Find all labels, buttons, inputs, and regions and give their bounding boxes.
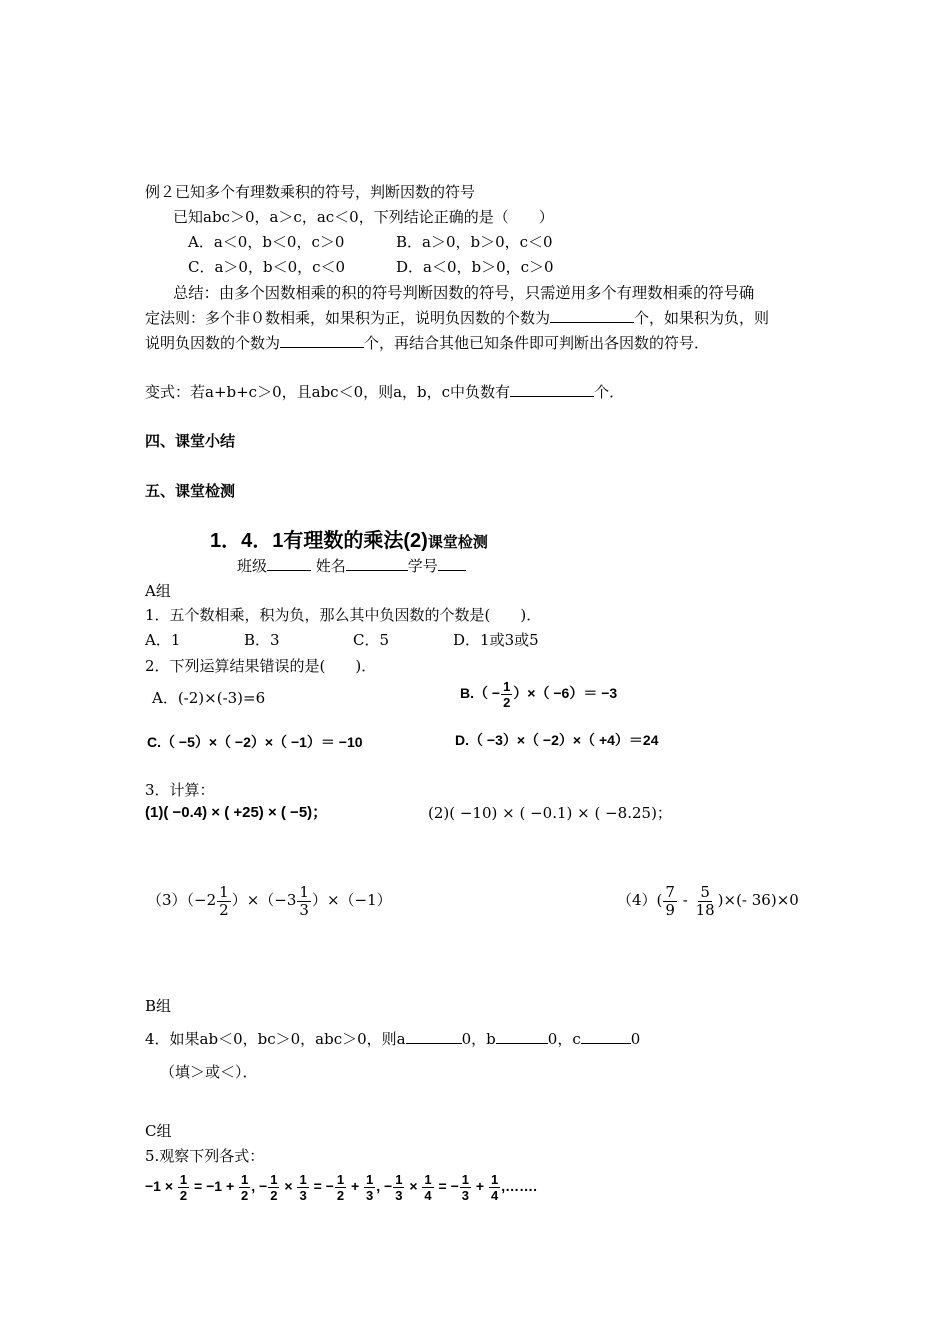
group-b-label: B组: [145, 997, 172, 1015]
denominator: 4: [491, 1187, 499, 1203]
fraction: [364, 1173, 375, 1202]
numerator: 7: [665, 882, 675, 901]
answer-blank[interactable]: [550, 308, 634, 323]
fraction: [501, 680, 512, 709]
numerator: 1: [503, 679, 511, 694]
denominator: 3: [299, 1187, 307, 1203]
question-2-option-d: D.（ −3）×（ −2）×（ +4）＝24: [455, 732, 659, 748]
example-2-option-d: D．a＜0，b＞0，c＞0: [396, 258, 554, 276]
student-id-field[interactable]: [438, 556, 466, 571]
fraction: [489, 1173, 500, 1202]
variant-text-a: 变式：若a+b+c＞0，且abc＜0，则a，b，c中负数有: [145, 383, 511, 401]
q2b-prefix: B.（ −: [460, 685, 501, 702]
denominator: 2: [503, 695, 511, 710]
expr-part: +: [350, 1178, 360, 1194]
example-2-option-c: C．a＞0，b＜0，c＜0: [188, 258, 346, 276]
q3p3-suffix: ）×（−1）: [311, 891, 392, 909]
variant-question: [145, 382, 624, 402]
numerator: 1: [395, 1171, 403, 1187]
answer-blank[interactable]: [406, 1029, 462, 1044]
answer-blank[interactable]: [510, 382, 594, 397]
numerator: 1: [461, 1171, 470, 1187]
q3p4-prefix: （4）(: [617, 891, 663, 909]
summary-line-2-text-b: 个，如果积为负，则: [634, 309, 770, 327]
name-field[interactable]: [346, 556, 408, 571]
question-5-stem: 5.观察下列各式：: [145, 1147, 265, 1165]
section-4-heading: 四、课堂小结: [145, 432, 236, 450]
fraction: [297, 882, 311, 919]
numerator: 5: [700, 882, 710, 901]
fraction: [393, 1173, 404, 1202]
denominator: 3: [395, 1187, 403, 1203]
answer-blank[interactable]: [581, 1029, 631, 1044]
q4-text-c: 0，c: [547, 1030, 581, 1048]
answer-blank[interactable]: [280, 333, 364, 348]
group-a-label: A组: [145, 582, 171, 600]
numerator: 1: [336, 1171, 345, 1187]
q3p3-middle: ）×（−3: [231, 891, 297, 909]
id-label: 学号: [407, 557, 438, 575]
section-5-heading: 五、课堂检测: [145, 482, 236, 500]
summary-line-3: [145, 333, 709, 353]
question-1-option-d: D．1或3或5: [453, 631, 539, 649]
summary-line-1: 总结：由多个因数相乘的积的符号判断因数的符号，只需逆用多个有理数相乘的符号确: [173, 284, 755, 302]
q3p4-minus: -: [677, 891, 693, 909]
numerator: 1: [424, 1171, 432, 1187]
numerator: 1: [179, 1171, 188, 1187]
denominator: 3: [366, 1187, 374, 1203]
q4-text-d: 0: [630, 1030, 641, 1048]
expr-part: , −: [251, 1178, 268, 1194]
question-4: [145, 1029, 640, 1049]
question-2-stem: 2．下列运算结果错误的是( )．: [145, 657, 377, 675]
fraction: [663, 882, 677, 919]
class-field[interactable]: [267, 556, 311, 571]
expr-part: ×: [409, 1178, 418, 1194]
summary-line-2-text-a: 定法则：多个非０数相乘，如果积为正，说明负因数的个数为: [145, 309, 551, 327]
q2b-suffix: ）×（ −6）＝ −3: [513, 685, 618, 702]
expr-part: +: [475, 1178, 485, 1194]
denominator: 3: [299, 900, 309, 919]
fraction: [422, 1173, 433, 1202]
numerator: 1: [219, 882, 229, 901]
fraction: [694, 882, 717, 919]
q3p3-prefix: （3）（−2: [147, 891, 217, 909]
expr-part: = −: [313, 1178, 334, 1194]
denominator: 2: [179, 1187, 188, 1203]
test-title-main: 1．4．1有理数的乘法(2): [210, 530, 428, 552]
question-5-expression: [145, 1166, 537, 1206]
q3p4-suffix: )×(- 36)×0: [717, 891, 799, 909]
fraction: [178, 1173, 189, 1202]
expr-part: −1 ×: [145, 1178, 174, 1194]
question-3-stem: 3．计算：: [145, 781, 215, 799]
q4-text-b: 0，b: [461, 1030, 496, 1048]
numerator: 1: [299, 1171, 307, 1187]
question-4-note: （填＞或＜）．: [160, 1063, 258, 1081]
fraction: [460, 1173, 471, 1202]
numerator: 1: [366, 1171, 374, 1187]
numerator: 1: [241, 1171, 249, 1187]
example-2-question: 已知abc＞0，a＞c，ac＜0，下列结论正确的是（ ）: [173, 208, 554, 226]
question-3-part-3: [147, 878, 392, 922]
summary-line-3-text-a: 说明负因数的个数为: [145, 334, 281, 352]
q4-text-a: 4．如果ab＜0，bc＞0，abc＞0，则a: [145, 1030, 406, 1048]
question-2-option-a: A．(-2)×(-3)=6: [152, 689, 266, 707]
summary-line-2: [145, 308, 769, 328]
name-label: 姓名: [311, 557, 346, 575]
fraction: [239, 1173, 250, 1202]
expr-part: ×: [284, 1178, 293, 1194]
answer-blank[interactable]: [496, 1029, 548, 1044]
summary-line-3-text-b: 个，再结合其他已知条件即可判断出各因数的符号．: [364, 334, 710, 352]
question-1-option-a: A．1: [145, 631, 181, 649]
question-1-option-c: C．5: [353, 631, 390, 649]
denominator: 2: [241, 1187, 249, 1203]
question-3-part-4: [617, 878, 799, 922]
student-info-line: [237, 556, 466, 576]
test-title: [210, 529, 488, 555]
expr-part: = −1 +: [194, 1178, 235, 1194]
fraction: [297, 1173, 308, 1202]
test-title-suffix: 课堂检测: [427, 534, 488, 551]
question-3-part-2: (2)( −10) × ( −0.1) × ( −8.25)；: [428, 804, 672, 822]
example-2-heading: 例２已知多个有理数乘积的符号，判断因数的符号: [145, 183, 476, 201]
fraction: [268, 1173, 279, 1202]
expr-part: = −: [438, 1178, 459, 1194]
denominator: 2: [270, 1187, 278, 1203]
variant-text-b: 个．: [594, 383, 625, 401]
question-2-option-b: [460, 680, 617, 709]
expr-part: , −: [376, 1178, 393, 1194]
example-2-option-a: A．a＜0，b＜0，c＞0: [188, 233, 345, 251]
numerator: 1: [270, 1171, 278, 1187]
question-3-part-1: (1)( −0.4) × ( +25) × ( −5)；: [145, 804, 328, 821]
denominator: 9: [665, 900, 675, 919]
question-1-stem: 1．五个数相乘，积为负，那么其中负因数的个数是( )．: [145, 606, 542, 624]
fraction: [335, 1173, 346, 1202]
numerator: 1: [491, 1171, 499, 1187]
denominator: 2: [336, 1187, 345, 1203]
example-2-option-b: B．a＞0，b＞0，c＜0: [396, 233, 553, 251]
expr-part: ,…….: [501, 1178, 538, 1194]
class-label: 班级: [237, 557, 268, 575]
fraction: [217, 882, 231, 919]
denominator: 4: [424, 1187, 432, 1203]
denominator: 2: [219, 900, 229, 919]
denominator: 3: [461, 1187, 470, 1203]
numerator: 1: [299, 882, 309, 901]
question-1-option-b: B．3: [244, 631, 280, 649]
denominator: 18: [695, 900, 715, 919]
group-c-label: C组: [145, 1122, 172, 1140]
question-2-option-c: C.（ −5）×（ −2）×（ −1）＝ −10: [147, 734, 363, 750]
